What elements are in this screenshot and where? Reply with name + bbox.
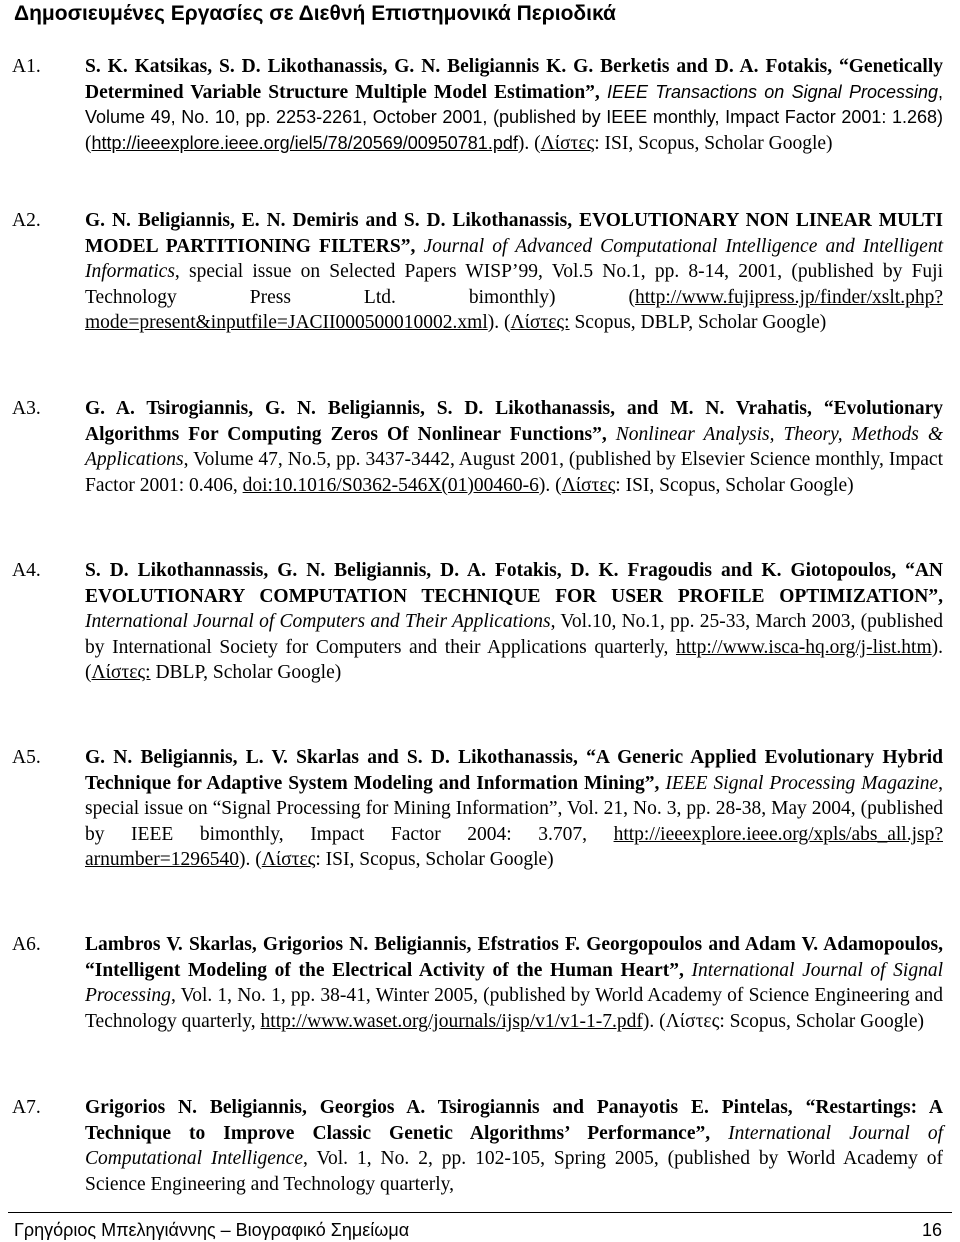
entry-lists: : ISI, Scopus, Scholar Google) <box>615 474 854 496</box>
publication-entry <box>0 1095 960 1197</box>
page-title: Δημοσιευμένες Εργασίες σε Διεθνή Επιστημονικά Περιοδικά <box>14 2 616 25</box>
entry-lists-label: Λίστες <box>665 1010 720 1032</box>
entry-lists: : Scopus, Scholar Google) <box>719 1010 925 1032</box>
entry-lists-label: Λίστες: <box>91 662 151 684</box>
entry-journal: IEEE Signal Processing Magazine <box>665 772 939 794</box>
entry-authors: S. D. Likothannassis, G. N. Beligiannis, D. A. Fotakis, D. K. Fragoudis and K. Giotopoulos, <box>85 560 897 581</box>
entry-paper-title: “A Generic Applied Evolutionary Hybrid Technique for Adaptive System Modeling and Information Mining”, <box>85 747 943 794</box>
entry-lists-label: Λίστες <box>540 132 595 154</box>
entry-lists: Scopus, DBLP, Scholar Google) <box>569 312 827 334</box>
entry-journal: International Journal of Signal Processing <box>85 959 944 1007</box>
entry-lists: : ISI, Scopus, Scholar Google) <box>594 132 833 154</box>
entry-details: , Vol. 1, No. 1, pp. 38-41, Winter 2005, (published by World Academy of Science Engineering and Technology quarterly, <box>85 985 943 1032</box>
entry-paper-title: “Genetically Determined Variable Structure Multiple Model Estimation”, <box>85 56 943 103</box>
entry-paper-title: “Intelligent Modeling of the Electrical Activity of the Human Heart”, <box>85 959 684 981</box>
entry-details: , Volume 49, No. 10, pp. 2253-2261, October 2001, (published by IEEE monthly, Impact Factor 2001: 1.268) <box>85 81 943 128</box>
entry-number: A6. <box>12 934 41 955</box>
entry-journal: Journal of Advanced Computational Intelligence and Intelligent Informatics <box>85 235 943 283</box>
entry-number: A4. <box>12 560 41 581</box>
entry-paper-title: “AN EVOLUTIONARY COMPUTATION TECHNIQUE FOR USER PROFILE OPTIMIZATION”, <box>85 560 943 607</box>
entry-paper-title: “Evolutionary Algorithms For Computing Zeros Of Nonlinear Functions”, <box>85 398 943 445</box>
entry-link-close: ). ( <box>85 636 944 684</box>
entry-number: A5. <box>12 747 41 768</box>
entry-link[interactable]: http://ieeexplore.ieee.org/xpls/abs_all.jsp?arnumber=1296540 <box>85 823 943 871</box>
entry-link-open: ( <box>85 132 92 154</box>
entry-number: A3. <box>12 398 41 419</box>
entry-details: , special issue on “Signal Processing for Mining Information”, Vol. 21, No. 3, pp. 28-38, May 2004, (published by IEEE bimonthly, Impact Factor 2004: 3.707, <box>85 772 944 845</box>
entry-authors: G. N. Beligiannis, L. V. Skarlas and S. D. Likothanassis, <box>85 747 578 768</box>
entry-link-close: ). ( <box>517 132 541 154</box>
entry-number: A7. <box>12 1097 41 1118</box>
entry-link[interactable]: http://ieeexplore.ieee.org/iel5/78/20569/00950781.pdf <box>91 132 518 153</box>
publication-entry <box>0 932 960 1034</box>
entry-link[interactable]: http://www.waset.org/journals/ijsp/v1/v1-1-7.pdf <box>260 1010 643 1032</box>
entry-journal: IEEE Transactions on Signal Processing <box>606 81 938 102</box>
entry-number: A1. <box>12 56 41 77</box>
entry-journal: Nonlinear Analysis, Theory, Methods & Applications <box>85 423 943 471</box>
entry-journal: International Journal of Computers and Their Applications <box>85 611 551 633</box>
publication-entry <box>0 558 960 686</box>
entry-link-close: ). ( <box>487 312 511 334</box>
entry-lists-label: Λίστες: <box>510 312 570 334</box>
entry-link-open <box>668 637 676 658</box>
entry-lists: : ISI, Scopus, Scholar Google) <box>315 849 554 871</box>
publication-entry <box>0 745 960 873</box>
entry-authors: Grigorios N. Beligiannis, Georgios A. Tsirogiannis and Panayotis E. Pintelas, <box>85 1097 793 1118</box>
entry-link[interactable]: http://www.isca-hq.org/j-list.htm <box>675 636 932 658</box>
entry-journal: International Journal of Computational Intelligence <box>85 1122 943 1170</box>
entry-details: , Vol.10, No.1, pp. 25-33, March 2003, (published by International Society for Computers and their Applications quarterly, <box>85 611 943 658</box>
entry-authors: Lambros V. Skarlas, Grigorios N. Beligiannis, Efstratios F. Georgopoulos and Adam V. Adamopoulos, <box>85 934 943 955</box>
entry-link-close: ). ( <box>538 474 562 496</box>
publication-entry <box>0 54 960 156</box>
entry-details: , Volume 47, No.5, pp. 3437-3442, August 2001, (published by Elsevier Science monthly, Impact Factor 2001: 0.406, <box>85 449 943 496</box>
entry-lists-label: Λίστες <box>561 474 616 496</box>
entry-details: , special issue on Selected Papers WISP’99, Vol.5 No.1, pp. 8-14, 2001, (published by Fuji Technology Press Ltd. bimonthly) <box>85 261 943 308</box>
entry-authors: G. N. Beligiannis, E. N. Demiris and S. D. Likothanassis, <box>85 210 573 231</box>
publication-entry <box>0 208 960 336</box>
entry-link-close: ). ( <box>642 1010 666 1032</box>
entry-link-close: ). ( <box>238 849 262 871</box>
entry-lists-label: Λίστες <box>261 849 316 871</box>
entry-authors: S. K. Katsikas, S. D. Likothanassis, G. N. Beligiannis K. G. Berketis and D. A. Fotakis, <box>85 56 833 77</box>
entry-paper-title: EVOLUTIONARY NON LINEAR MULTI MODEL PARTITIONING FILTERS”, <box>85 210 944 257</box>
page-number: 16 <box>921 1220 942 1240</box>
entry-link[interactable]: http://www.fujipress.jp/finder/xslt.php?mode=present&inputfile=JACII000500010002.xml <box>85 286 943 334</box>
entry-paper-title: “Restartings: A Technique to Improve Classic Genetic Algorithms’ Performance”, <box>85 1097 944 1144</box>
entry-link-open: ( <box>555 286 635 308</box>
publication-entry <box>0 396 960 498</box>
entry-lists: DBLP, Scholar Google) <box>150 662 342 684</box>
entry-number: A2. <box>12 210 41 231</box>
entry-link[interactable]: doi:10.1016/S0362-546X(01)00460-6 <box>242 474 539 496</box>
entry-authors: G. A. Tsirogiannis, G. N. Beligiannis, S. D. Likothanassis, and M. N. Vrahatis, <box>85 398 812 419</box>
footer-text: Γρηγόριος Μπεληγιάννης – Βιογραφικό Σημείωμα <box>14 1220 410 1240</box>
entry-link-open <box>587 824 614 845</box>
entry-details: , Vol. 1, No. 2, pp. 102-105, Spring 2005, (published by World Academy of Science Engineering and Technology quarterly, <box>85 1148 943 1195</box>
footer-divider <box>8 1212 952 1213</box>
